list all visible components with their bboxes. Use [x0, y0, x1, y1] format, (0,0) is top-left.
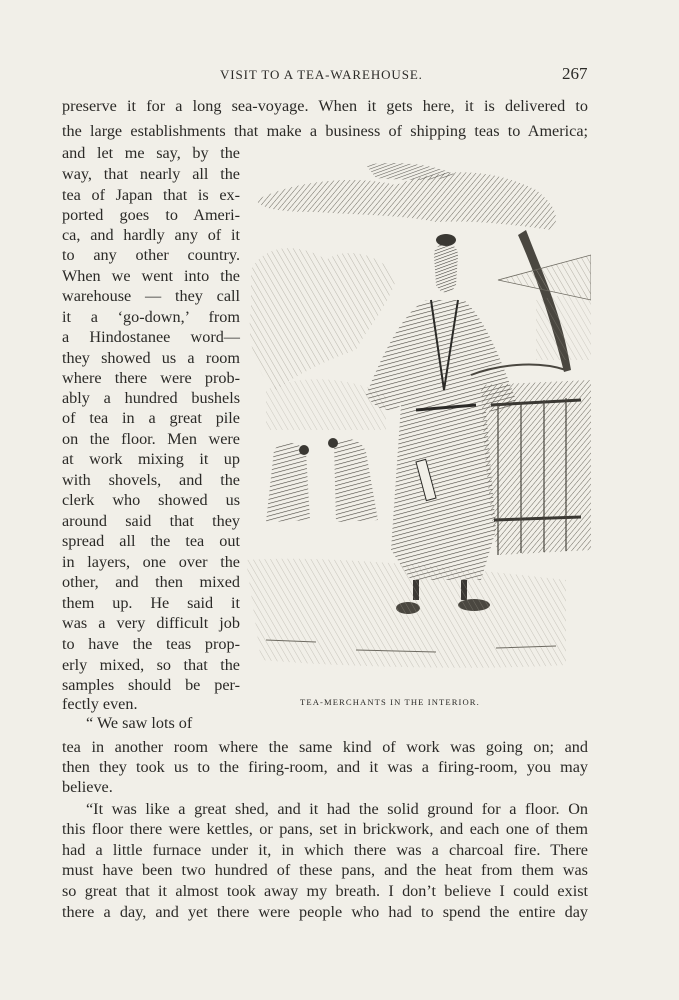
text-line: with shovels, and the [62, 471, 240, 489]
text-line: tea of Japan that is ex- [62, 186, 240, 204]
text-line: believe. [62, 778, 113, 796]
text-line: was a very difficult job [62, 614, 240, 632]
paragraph-start-line: “ We saw lots of [86, 714, 193, 732]
text-line: had a little furnace under it, in which there was a charcoal fire. There [62, 841, 588, 859]
running-head [0, 64, 679, 86]
pagoda-roof [498, 255, 591, 360]
text-line: it a ‘go-down,’ from [62, 308, 240, 326]
text-line: on the floor. Men were [62, 430, 240, 448]
text-line: around said that they [62, 512, 240, 530]
figure-caption: TEA-MERCHANTS IN THE INTERIOR. [300, 697, 480, 707]
text-line: and let me say, by the [62, 144, 240, 162]
text-line: spread all the tea out [62, 532, 240, 550]
text-line: fectly even. [62, 695, 138, 713]
ground-shading [246, 559, 566, 668]
text-line: warehouse — they call [62, 287, 240, 305]
text-line: clerk who showed us [62, 491, 240, 509]
text-line: this floor there were kettles, or pans, set in brickwork, and each one of them [62, 820, 588, 838]
text-line: preserve it for a long sea-voyage. When it gets here, it is delivered to [62, 97, 588, 115]
text-line: samples should be per- [62, 676, 240, 694]
paragraph-start-line: “It was like a great shed, and it had the solid ground for a floor. On [86, 800, 588, 818]
text-line: ca, and hardly any of it [62, 226, 240, 244]
engraving-illustration [236, 160, 591, 680]
text-line: in layers, one over the [62, 553, 240, 571]
text-line: When we went into the [62, 267, 240, 285]
text-line: way, that nearly all the [62, 165, 240, 183]
text-line: where there were prob- [62, 369, 240, 387]
running-title: VISIT TO A TEA-WAREHOUSE. [220, 67, 423, 82]
text-line: tea in another room where the same kind of work was going on; and [62, 738, 588, 756]
text-line: other, and then mixed [62, 573, 240, 591]
text-line: must have been two hundred of these pans, and the heat from them was [62, 861, 588, 879]
text-line: to any other country. [62, 246, 240, 264]
bowing-figures [266, 438, 378, 522]
text-line: them up. He said it [62, 594, 240, 612]
text-line: they showed us a room [62, 349, 240, 367]
text-line: then they took us to the firing-room, and it was a firing-room, you may [62, 758, 588, 776]
text-line: the large establishments that make a business of shipping teas to America; [62, 122, 588, 140]
text-line: ably a hundred bushels [62, 389, 240, 407]
text-line: at work mixing it up [62, 450, 240, 468]
text-line: ported goes to Ameri- [62, 206, 240, 224]
text-line: so great that it almost took away my breath. I don’t believe I could exist [62, 882, 588, 900]
text-line: a Hindostanee word— [62, 328, 240, 346]
page-number: 267 [562, 64, 588, 83]
text-line: to have the teas prop- [62, 635, 240, 653]
text-line: erly mixed, so that the [62, 656, 240, 674]
text-line: of tea in a great pile [62, 409, 240, 427]
text-line: there a day, and yet there were people who had to spend the entire day [62, 903, 588, 921]
